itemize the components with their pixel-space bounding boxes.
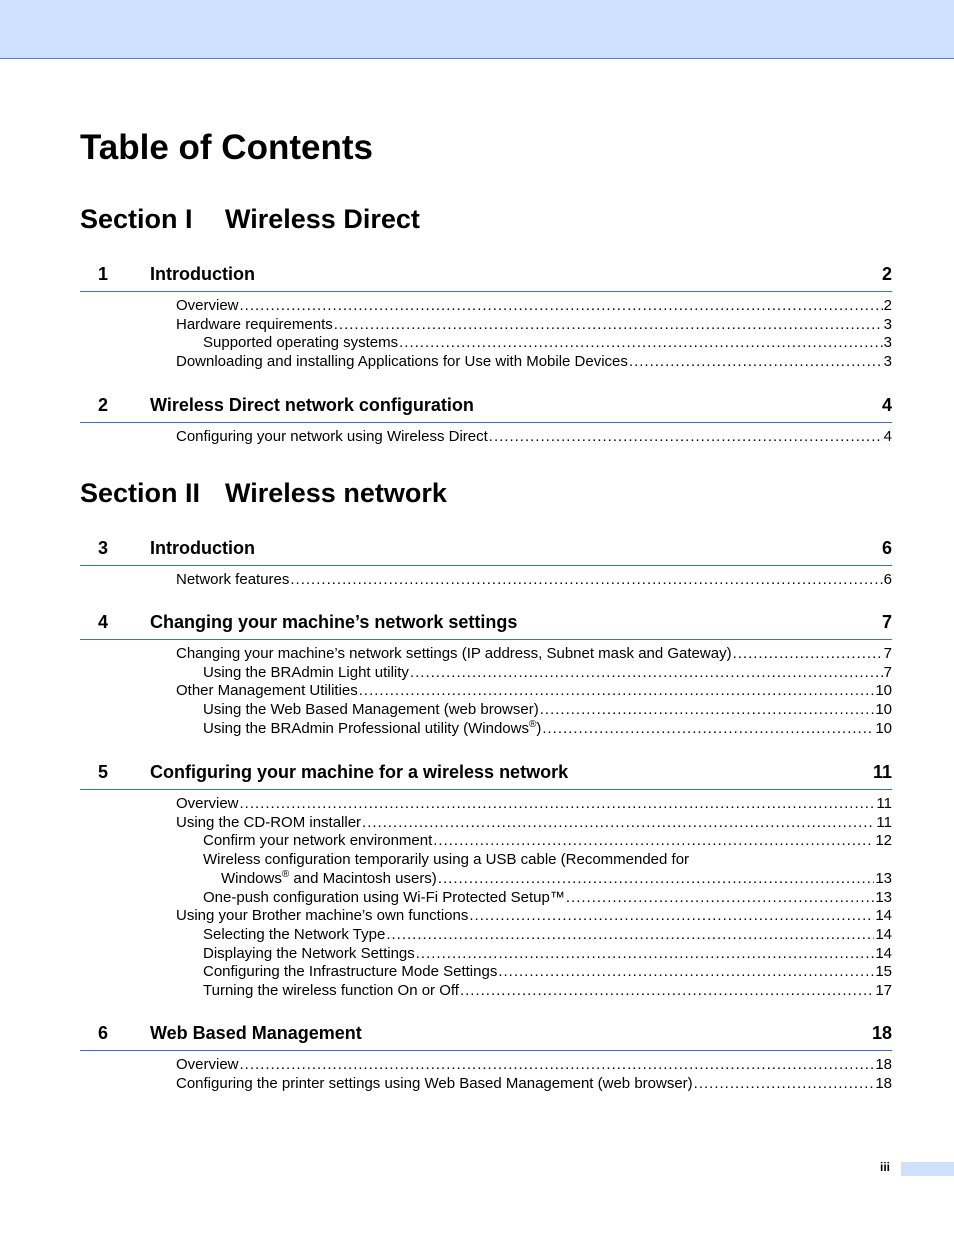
toc-entry[interactable]	[176, 814, 892, 833]
dot-leader	[386, 926, 874, 945]
toc-subentry[interactable]	[203, 945, 892, 964]
section-number: Section II	[80, 478, 201, 508]
toc-entry[interactable]	[176, 907, 892, 926]
toc-entry[interactable]	[176, 297, 892, 316]
toc-entry-page: 14	[875, 907, 892, 925]
toc-entry-page: 18	[875, 1056, 892, 1073]
header-band	[0, 0, 954, 59]
toc-entry-label: Windows® and Macintosh users)	[221, 868, 437, 887]
toc-entry-label: Turning the wireless function On or Off	[203, 982, 459, 1000]
toc-entry-label: One-push configuration using Wi-Fi Protected Setup™	[203, 888, 565, 906]
dot-leader	[566, 889, 874, 908]
dot-leader	[489, 428, 883, 447]
chapter-heading[interactable]	[80, 538, 892, 566]
toc-entry[interactable]	[176, 795, 892, 814]
toc-entry-label: Network features	[176, 571, 290, 588]
dot-leader	[498, 963, 874, 982]
dot-leader	[334, 316, 883, 335]
dot-leader	[359, 682, 875, 701]
chapter-page: 7	[881, 612, 892, 632]
chapter-page: 11	[872, 762, 892, 782]
toc-entry-page: 7	[883, 663, 892, 681]
toc-entry[interactable]	[176, 353, 892, 372]
toc-subentry[interactable]	[203, 926, 892, 945]
chapter-number: 3	[98, 538, 109, 558]
toc-entry-page: 14	[875, 925, 892, 943]
toc-subentry[interactable]	[203, 963, 892, 982]
chapter-number: 6	[98, 1023, 109, 1043]
toc-entry[interactable]	[176, 428, 892, 447]
toc-entry-label: Supported operating systems	[203, 334, 399, 352]
toc-entry-page: 2	[883, 297, 892, 314]
section-title: Wireless network	[225, 478, 447, 508]
toc-subentry[interactable]	[203, 889, 892, 908]
toc-entry-label: Overview	[176, 297, 239, 314]
toc-entry-list	[176, 795, 892, 1001]
toc-subentry[interactable]	[203, 832, 892, 851]
dot-leader	[362, 814, 875, 833]
toc-entry-page: 4	[883, 428, 892, 445]
chapter-title: Web Based Management	[150, 1023, 362, 1043]
dot-leader	[290, 571, 882, 590]
toc-entry-page: 18	[875, 1074, 892, 1092]
toc-entry-list	[176, 645, 892, 739]
toc-entry-label: Other Management Utilities	[176, 682, 358, 700]
toc-entry-label: Downloading and installing Applications for Use with Mobile Devices	[176, 353, 628, 371]
toc-entry-page: 10	[875, 682, 892, 700]
toc-entry[interactable]	[176, 571, 892, 590]
toc-entry-page: 11	[876, 795, 892, 812]
toc-entry[interactable]	[176, 1075, 892, 1094]
footer-tab	[901, 1162, 954, 1176]
dot-leader	[433, 832, 874, 851]
dot-leader	[542, 720, 874, 739]
toc-subentry[interactable]	[203, 701, 892, 720]
toc-entry[interactable]	[176, 316, 892, 335]
toc-entry-label: Using the Web Based Management (web browser)	[203, 701, 539, 719]
toc-entry-page: 6	[883, 571, 892, 588]
toc-entry-page: 10	[875, 701, 892, 719]
toc-entry-label: Overview	[176, 795, 239, 812]
dot-leader	[416, 945, 875, 964]
chapter-heading[interactable]	[80, 264, 892, 292]
page-title: Table of Contents	[80, 128, 373, 167]
toc-entry[interactable]	[176, 645, 892, 664]
chapter-number: 1	[98, 264, 109, 284]
chapter-title: Configuring your machine for a wireless network	[150, 762, 569, 782]
toc-entry-label: Using the CD-ROM installer	[176, 813, 362, 831]
toc-entry-label: Using your Brother machine’s own functions	[176, 907, 469, 925]
toc-entry-label: Changing your machine’s network settings (IP address, Subnet mask and Gateway)	[176, 645, 732, 662]
dot-leader	[460, 982, 874, 1001]
toc-entry-label: Configuring your network using Wireless Direct	[176, 428, 488, 445]
toc-entry-page: 15	[875, 963, 892, 981]
toc-entry-page: 11	[876, 813, 892, 831]
section-heading	[80, 477, 447, 509]
toc-entry-page: 3	[883, 334, 892, 352]
toc-entry-page: 13	[875, 869, 892, 887]
dot-leader	[438, 870, 875, 889]
toc-entry-list	[176, 297, 892, 372]
section-heading	[80, 203, 420, 235]
toc-entry-page: 14	[875, 944, 892, 962]
toc-entry-label: Displaying the Network Settings	[203, 944, 415, 962]
toc-entry-list	[176, 1056, 892, 1093]
chapter-page: 6	[881, 538, 892, 558]
toc-subentry[interactable]	[203, 720, 892, 739]
toc-entry-label: Selecting the Network Type	[203, 925, 386, 943]
dot-leader	[399, 334, 883, 353]
chapter-heading[interactable]	[80, 762, 892, 790]
toc-entry-list	[176, 428, 892, 447]
toc-entry-label: Overview	[176, 1056, 239, 1073]
toc-entry-label: Wireless configuration temporarily using a USB cable (Recommended for	[203, 851, 690, 869]
toc-entry-label: Confirm your network environment	[203, 832, 433, 850]
chapter-heading[interactable]	[80, 395, 892, 423]
toc-entry-label: Configuring the printer settings using Web Based Management (web browser)	[176, 1074, 693, 1092]
chapter-number: 2	[98, 395, 109, 415]
toc-subentry[interactable]	[203, 664, 892, 683]
chapter-title: Introduction	[150, 264, 255, 284]
toc-entry-page: 12	[875, 832, 892, 850]
toc-entry-page: 7	[883, 645, 892, 662]
chapter-title: Changing your machine’s network settings	[150, 612, 518, 632]
toc-entry-page: 3	[883, 353, 892, 371]
dot-leader	[733, 645, 883, 664]
toc-subentry-continuation[interactable]	[221, 870, 892, 889]
chapter-page: 2	[881, 264, 892, 284]
toc-subentry[interactable]	[203, 334, 892, 353]
dot-leader	[240, 795, 876, 814]
chapter-page: 18	[871, 1023, 892, 1043]
dot-leader	[694, 1075, 875, 1094]
toc-entry-list	[176, 571, 892, 590]
toc-entry-label: Using the BRAdmin Light utility	[203, 663, 409, 681]
dot-leader	[240, 297, 883, 316]
toc-entry[interactable]	[176, 682, 892, 701]
dot-leader	[410, 664, 883, 683]
toc-entry-page: 3	[883, 315, 892, 333]
toc-entry-page: 10	[875, 719, 892, 737]
toc-entry-label: Hardware requirements	[176, 315, 333, 333]
section-title: Wireless Direct	[225, 204, 420, 234]
page-number: iii	[880, 1160, 891, 1174]
toc-entry-label: Using the BRAdmin Professional utility (Windows®)	[203, 718, 542, 737]
chapter-number: 5	[98, 762, 109, 782]
chapter-title: Introduction	[150, 538, 255, 558]
section-number: Section I	[80, 204, 193, 234]
toc-entry-page: 13	[875, 888, 892, 906]
registered-mark: ®	[528, 718, 537, 730]
chapter-number: 4	[98, 612, 109, 632]
dot-leader	[240, 1056, 875, 1075]
chapter-page: 4	[881, 395, 892, 415]
chapter-heading[interactable]	[80, 1023, 892, 1051]
chapter-heading[interactable]	[80, 612, 892, 640]
chapter-title: Wireless Direct network configuration	[150, 395, 474, 415]
dot-leader	[629, 353, 883, 372]
registered-mark: ®	[281, 868, 290, 880]
toc-entry[interactable]	[176, 1056, 892, 1075]
toc-entry-page: 17	[875, 982, 892, 1000]
dot-leader	[469, 907, 874, 926]
dot-leader	[540, 701, 875, 720]
toc-subentry[interactable]	[203, 851, 892, 870]
toc-subentry[interactable]	[203, 982, 892, 1001]
toc-entry-label: Configuring the Infrastructure Mode Settings	[203, 963, 498, 981]
